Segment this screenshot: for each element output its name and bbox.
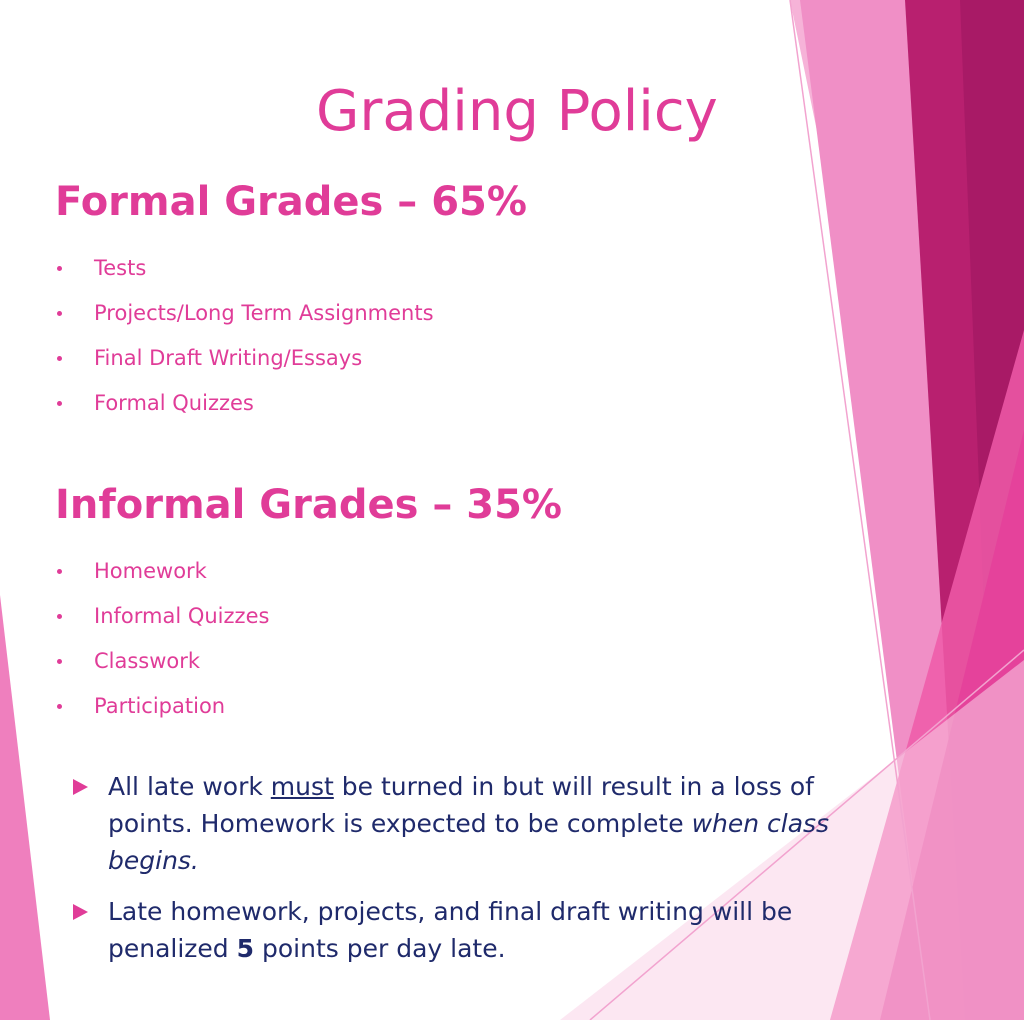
emphasis-must: must xyxy=(270,772,334,801)
late-work-note: All late work must be turned in but will result in a loss of points. Homework is expected to be complete when class begins. xyxy=(72,768,872,879)
list-item: Informal Quizzes xyxy=(55,600,269,645)
list-item: Projects/Long Term Assignments xyxy=(55,297,434,342)
bullet-dot-icon xyxy=(57,311,62,316)
bullet-dot-icon xyxy=(57,356,62,361)
triangle-bullet-icon xyxy=(73,779,88,795)
bullet-dot-icon xyxy=(57,704,62,709)
policy-notes xyxy=(72,768,872,967)
bullet-dot-icon xyxy=(57,401,62,406)
bullet-dot-icon xyxy=(57,266,62,271)
formal-grades-heading: Formal Grades – 65% xyxy=(55,179,527,225)
bullet-dot-icon xyxy=(57,614,62,619)
list-item: Tests xyxy=(55,252,434,297)
bullet-dot-icon xyxy=(57,569,62,574)
informal-grades-heading: Informal Grades – 35% xyxy=(55,482,562,528)
informal-grades-list xyxy=(55,555,269,735)
list-item: Classwork xyxy=(55,645,269,690)
penalty-points-number: 5 xyxy=(236,934,255,963)
triangle-bullet-icon xyxy=(73,904,88,920)
bullet-dot-icon xyxy=(57,659,62,664)
formal-grades-list xyxy=(55,252,434,432)
page-title: Grading Policy xyxy=(316,79,718,144)
list-item: Participation xyxy=(55,690,269,735)
late-penalty-note: Late homework, projects, and final draft writing will be penalized 5 points per day late. xyxy=(72,893,872,967)
list-item: Formal Quizzes xyxy=(55,387,434,432)
list-item: Homework xyxy=(55,555,269,600)
list-item: Final Draft Writing/Essays xyxy=(55,342,434,387)
italic-tail: when class begins. xyxy=(108,809,830,875)
